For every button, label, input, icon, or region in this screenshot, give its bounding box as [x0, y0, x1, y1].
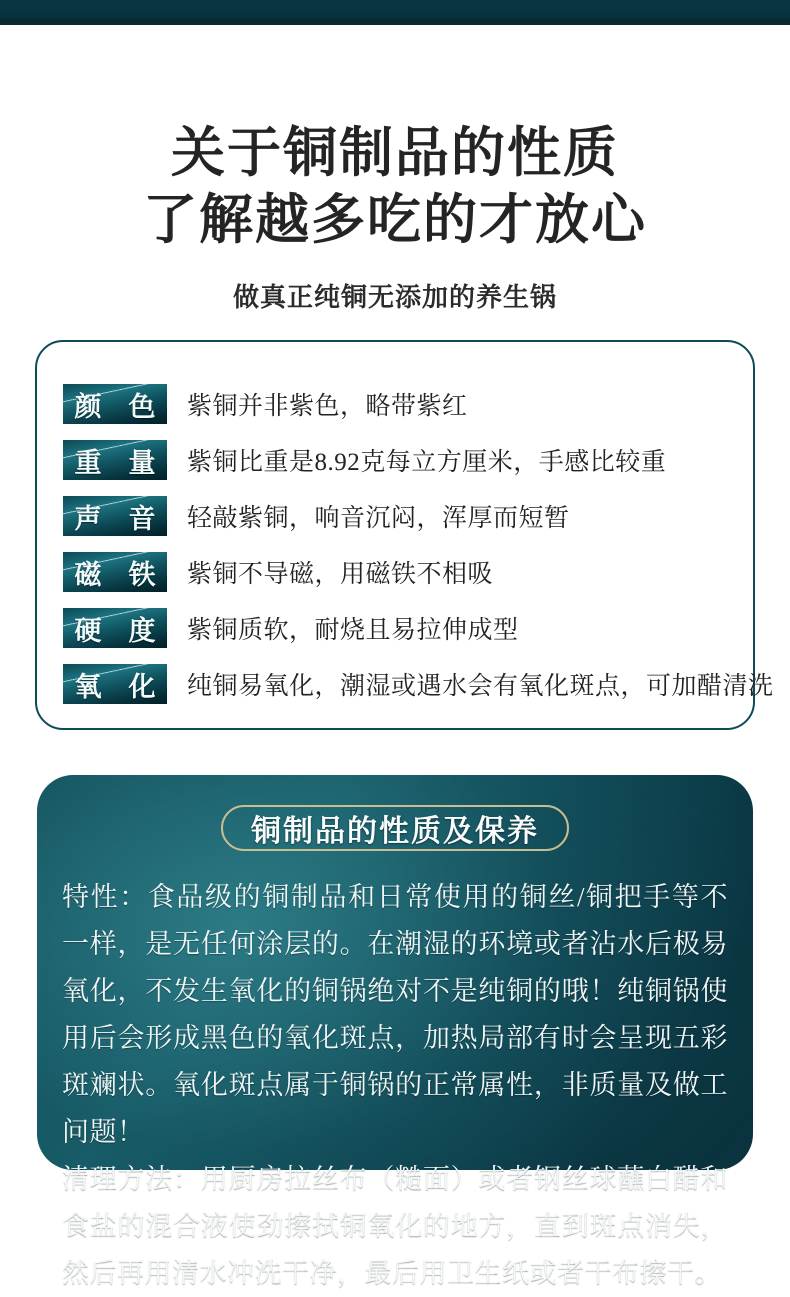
- care-paragraph-cleaning: 清理方法：用厨房拉丝布（糙面）或者钢丝球蘸白醋和食盐的混合液使劲擦拭铜氧化的地方，直到斑点消失，然后再用清水冲洗干净，最后用卫生纸或者干布擦干。: [62, 1164, 728, 1288]
- care-title-pill: [221, 805, 569, 851]
- care-panel-title: 铜制品的性质及保养: [251, 815, 539, 848]
- page-title-line1: 关于铜制品的性质: [171, 123, 619, 183]
- properties-panel: [35, 340, 774, 730]
- property-desc-oxidation: 纯铜易氧化，潮湿或遇水会有氧化斑点，可加醋清洗: [187, 673, 774, 700]
- property-row-oxidation: [63, 664, 774, 704]
- property-badge-hardness: 硬 度: [63, 608, 167, 648]
- property-badge-magnet: 磁 铁: [63, 552, 167, 592]
- care-paragraph-characteristics: 特性：食品级的铜制品和日常使用的铜丝/铜把手等不一样，是无任何涂层的。在潮湿的环境或者沾水后极易氧化，不发生氧化的铜锅绝对不是纯铜的哦！纯铜锅使用后会形成黑色的氧化斑点，加热局部有时会呈现五彩斑斓状。氧化斑点属于铜锅的正常属性，非质量及做工问题！: [62, 882, 728, 1147]
- intro-section: [0, 120, 790, 314]
- page-subtitle: 做真正纯铜无添加的养生锅: [232, 283, 557, 312]
- property-badge-color: 颜 色: [63, 384, 167, 424]
- property-desc-hardness: 紫铜质软，耐烧且易拉伸成型: [187, 617, 519, 644]
- property-desc-magnet: 紫铜不导磁，用磁铁不相吸: [187, 561, 494, 588]
- property-desc-sound: 轻敲紫铜，响音沉闷，浑厚而短暂: [187, 505, 570, 532]
- page-title-line2: 了解越多吃的才放心: [143, 190, 647, 250]
- property-badge-weight: 重 量: [63, 440, 167, 480]
- property-row-magnet: [63, 552, 733, 592]
- care-panel: [37, 775, 753, 1288]
- property-row-color: [63, 384, 733, 424]
- care-panel-body: [37, 874, 753, 1297]
- property-badge-oxidation: 氧 化: [63, 664, 167, 704]
- page-title: [0, 120, 790, 254]
- property-desc-color: 紫铜并非紫色，略带紫红: [187, 393, 468, 420]
- property-row-hardness: [63, 608, 733, 648]
- property-badge-sound: 声 音: [63, 496, 167, 536]
- property-row-sound: [63, 496, 733, 536]
- property-desc-weight: 紫铜比重是8.92克每立方厘米，手感比较重: [187, 449, 667, 476]
- top-bar: [0, 0, 790, 25]
- property-row-weight: [63, 440, 733, 480]
